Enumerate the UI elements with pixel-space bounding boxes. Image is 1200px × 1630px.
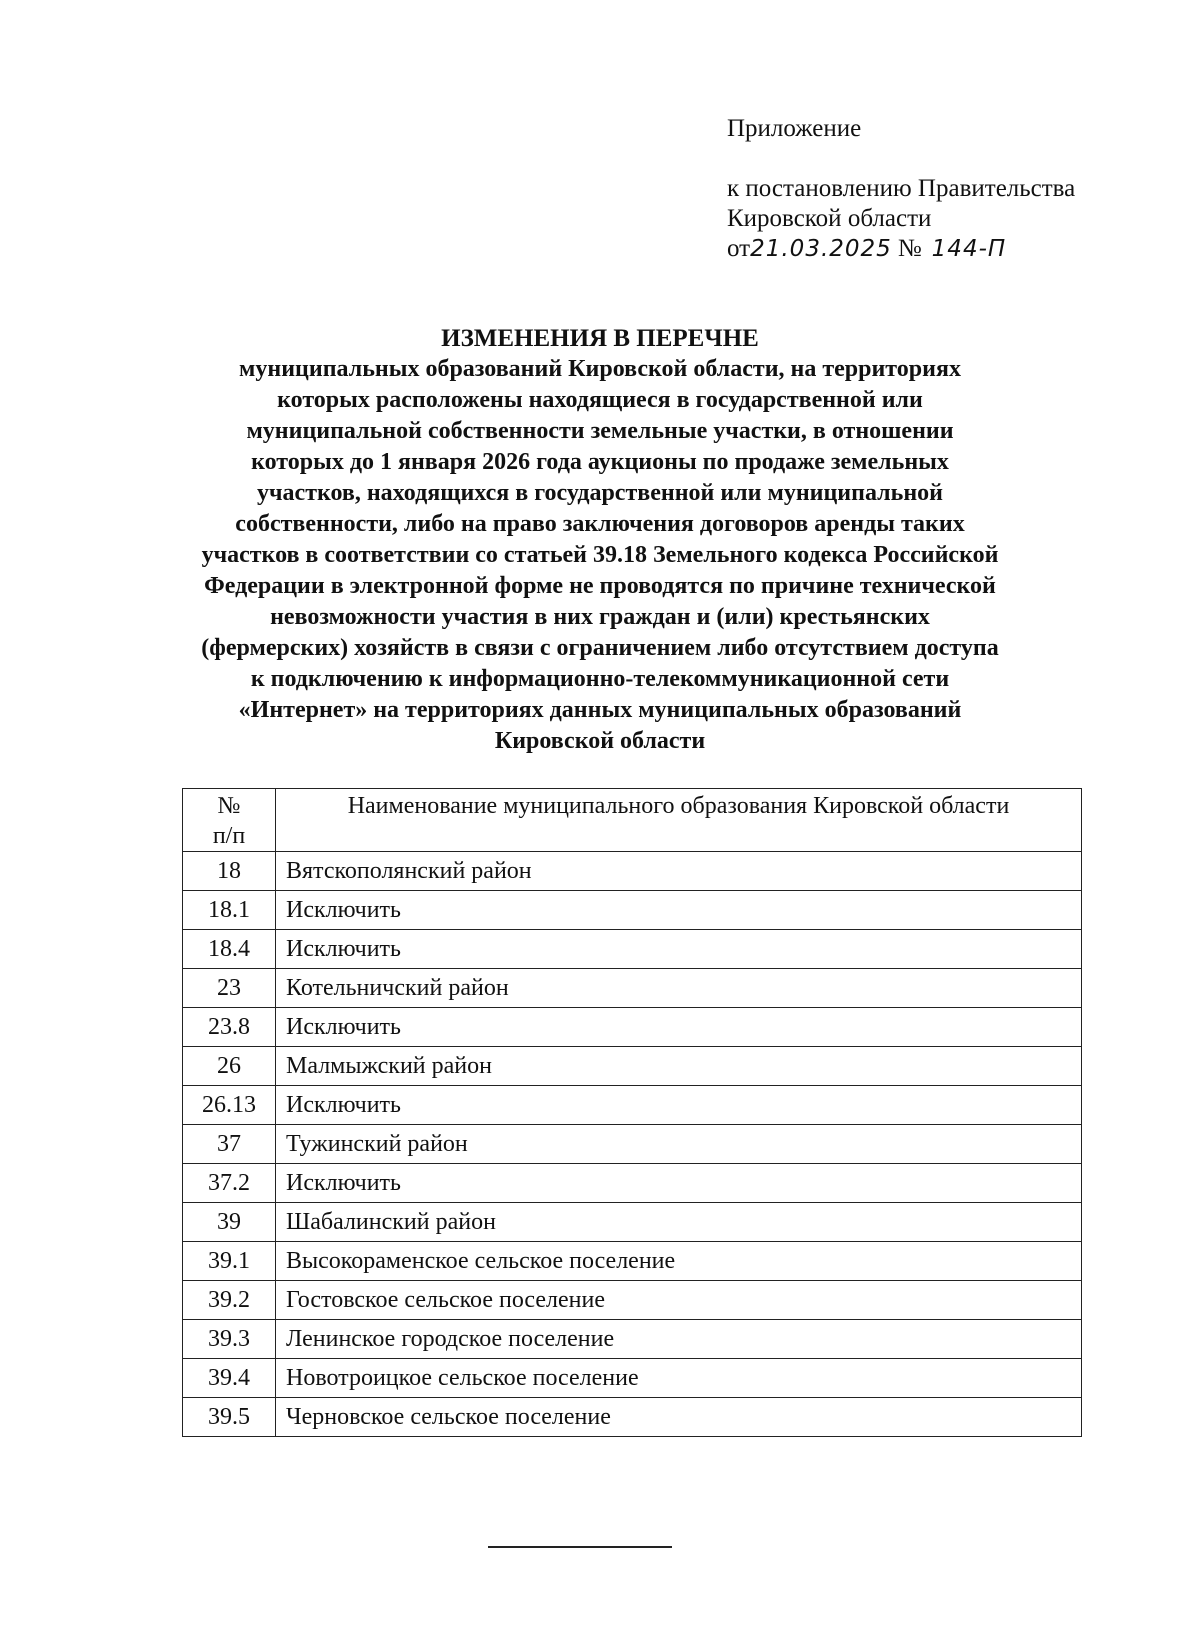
- row-number: 26: [183, 1047, 276, 1086]
- appendix-line-1: к постановлению Правительства: [727, 175, 1076, 202]
- title-line-9: невозможности участия в них граждан и (или) крестьянских: [270, 604, 930, 630]
- table-row: [183, 852, 1082, 891]
- title-line-7: участков в соответствии со статьей 39.18 Земельного кодекса Российской: [201, 542, 999, 568]
- table-row: [183, 1203, 1082, 1242]
- municipality-table: [182, 788, 1082, 1437]
- title-line-3: муниципальной собственности земельные участки, в отношении: [246, 418, 954, 444]
- row-number: 18.1: [183, 891, 276, 930]
- appendix-date-line: [727, 234, 1075, 264]
- title-line-8: Федерации в электронной форме не проводятся по причине технической: [204, 573, 996, 599]
- title-heading: ИЗМЕНЕНИЯ В ПЕРЕЧНЕ: [441, 325, 759, 352]
- title-line-1: муниципальных образований Кировской области, на территориях: [239, 356, 961, 382]
- row-number: 37: [183, 1125, 276, 1164]
- table-row: [183, 1008, 1082, 1047]
- row-number: 37.2: [183, 1164, 276, 1203]
- date-prefix: от: [727, 235, 751, 262]
- header-number-sign: №: [217, 793, 241, 819]
- row-name: Черновское сельское поселение: [276, 1398, 1082, 1437]
- number-sign: №: [897, 235, 922, 262]
- title-line-10: (фермерских) хозяйств в связи с ограничением либо отсутствием доступа: [201, 635, 999, 661]
- row-number: 39.1: [183, 1242, 276, 1281]
- handwritten-number: 144-П: [931, 236, 1007, 262]
- appendix-spacer: [727, 144, 1075, 174]
- row-number: 18.4: [183, 930, 276, 969]
- row-name: Исключить: [276, 1164, 1082, 1203]
- title-line-11: к подключению к информационно-телекоммуникационной сети: [250, 666, 950, 692]
- row-name: Вятскополянский район: [276, 852, 1082, 891]
- table-row: [183, 1359, 1082, 1398]
- row-number: 39.5: [183, 1398, 276, 1437]
- header-number-cell: [183, 789, 276, 852]
- appendix-label: Приложение: [727, 115, 862, 142]
- table-row: [183, 891, 1082, 930]
- appendix-line-2: Кировской области: [727, 205, 932, 232]
- title-line-12: «Интернет» на территориях данных муниципальных образований: [238, 697, 962, 723]
- row-name: Тужинский район: [276, 1125, 1082, 1164]
- row-number: 39.3: [183, 1320, 276, 1359]
- row-name: Котельничский район: [276, 969, 1082, 1008]
- title-line-13: Кировской области: [494, 728, 706, 754]
- title-line-4: которых до 1 января 2026 года аукционы по продаже земельных: [251, 449, 949, 475]
- row-name: Гостовское сельское поселение: [276, 1281, 1082, 1320]
- table-row: [183, 1281, 1082, 1320]
- row-name: Исключить: [276, 1008, 1082, 1047]
- table-row: [183, 1164, 1082, 1203]
- table-row: [183, 1398, 1082, 1437]
- row-number: 18: [183, 852, 276, 891]
- table-row: [183, 1242, 1082, 1281]
- header-number-abbrev: п/п: [212, 823, 246, 849]
- row-number: 39.2: [183, 1281, 276, 1320]
- row-name: Ленинское городское поселение: [276, 1320, 1082, 1359]
- row-name: Исключить: [276, 1086, 1082, 1125]
- table-row: [183, 1047, 1082, 1086]
- table-row: [183, 1320, 1082, 1359]
- title-line-2: которых расположены находящиеся в государственной или: [277, 387, 923, 413]
- header-name-cell: Наименование муниципального образования Кировской области: [276, 789, 1082, 852]
- row-number: 39: [183, 1203, 276, 1242]
- appendix-block: [727, 114, 1075, 264]
- title-line-6: собственности, либо на право заключения договоров аренды таких: [235, 511, 965, 537]
- table-row: [183, 1086, 1082, 1125]
- row-name: Исключить: [276, 930, 1082, 969]
- table-header-row: [183, 789, 1082, 852]
- table-row: [183, 1125, 1082, 1164]
- table-row: [183, 930, 1082, 969]
- row-number: 23: [183, 969, 276, 1008]
- title-line-5: участков, находящихся в государственной или муниципальной: [257, 480, 943, 506]
- row-name: Малмыжский район: [276, 1047, 1082, 1086]
- row-name: Высокораменское сельское поселение: [276, 1242, 1082, 1281]
- row-name: Новотроицкое сельское поселение: [276, 1359, 1082, 1398]
- footer-divider: [488, 1546, 672, 1548]
- row-number: 26.13: [183, 1086, 276, 1125]
- row-number: 39.4: [183, 1359, 276, 1398]
- row-number: 23.8: [183, 1008, 276, 1047]
- row-name: Исключить: [276, 891, 1082, 930]
- document-title: [60, 323, 1140, 757]
- handwritten-date: 21.03.2025: [750, 236, 892, 262]
- row-name: Шабалинский район: [276, 1203, 1082, 1242]
- table-row: [183, 969, 1082, 1008]
